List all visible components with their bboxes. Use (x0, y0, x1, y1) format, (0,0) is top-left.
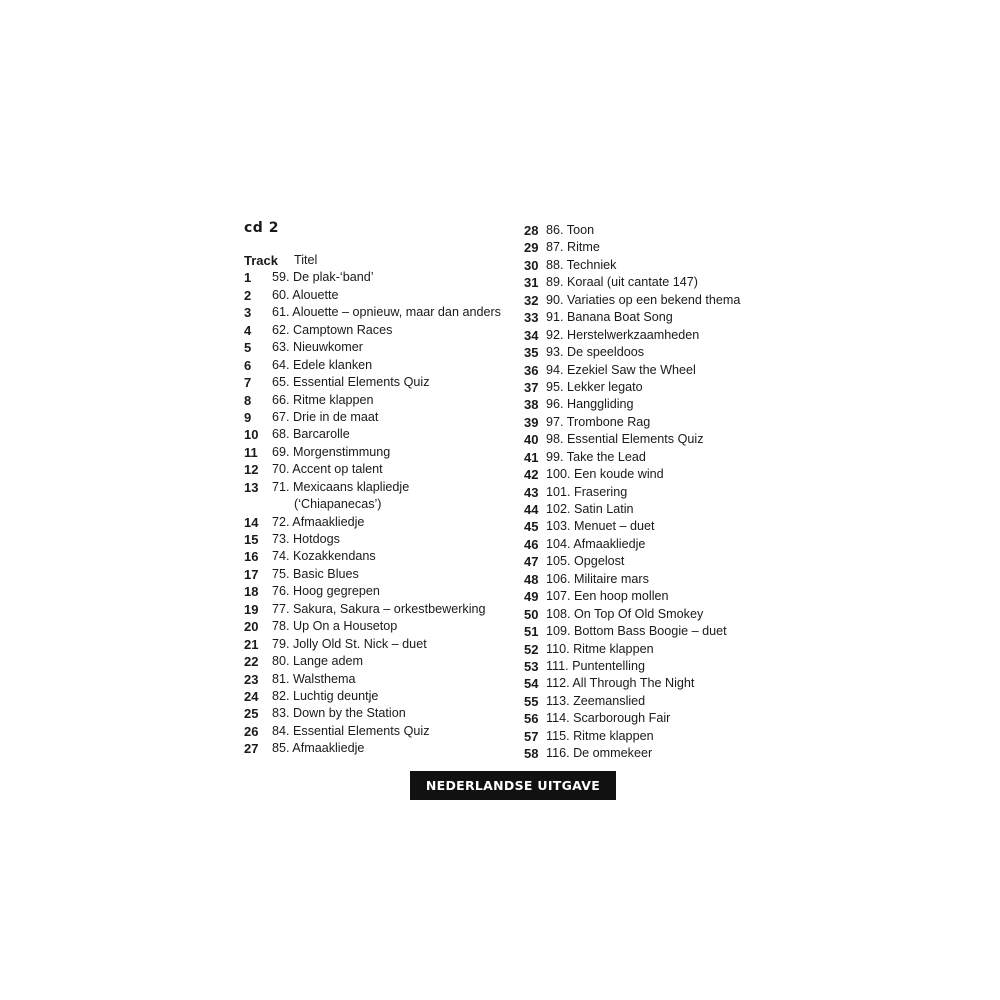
track-title: 72. Afmaakliedje (272, 514, 365, 529)
track-row (524, 606, 764, 623)
track-row (524, 658, 764, 675)
track-row (244, 461, 506, 478)
track-title: 114. Scarborough Fair (546, 711, 671, 726)
track-title: 108. On Top Of Old Smokey (546, 606, 704, 621)
track-row (244, 548, 506, 565)
track-title: 70. Accent op talent (272, 462, 383, 477)
track-row (524, 379, 764, 396)
track-row (524, 274, 764, 291)
track-number: 52 (524, 641, 539, 657)
track-row (244, 740, 506, 757)
track-row (524, 553, 764, 570)
track-title: 93. De speeldoos (546, 345, 645, 360)
track-number: 29 (524, 240, 539, 256)
track-row (244, 287, 506, 304)
edition-badge: NEDERLANDSE UITGAVE (410, 771, 616, 800)
track-number: 17 (244, 566, 259, 582)
track-row (524, 693, 764, 710)
track-number: 26 (244, 723, 259, 739)
track-row (244, 514, 506, 531)
track-title: 61. Alouette – opnieuw, maar dan anders (272, 305, 501, 320)
track-title: 89. Koraal (uit cantate 147) (546, 275, 698, 290)
track-number: 31 (524, 275, 539, 291)
track-number: 56 (524, 711, 539, 727)
track-list-header (244, 252, 506, 269)
track-row (524, 362, 764, 379)
track-number: 33 (524, 310, 539, 326)
track-number: 6 (244, 357, 252, 373)
track-row (244, 601, 506, 618)
track-row (524, 396, 764, 413)
track-row (524, 414, 764, 431)
track-title: 107. Een hoop mollen (546, 589, 669, 604)
track-number: 37 (524, 379, 539, 395)
track-row (524, 484, 764, 501)
track-title: 112. All Through The Night (546, 676, 695, 691)
track-number: 5 (244, 340, 252, 356)
track-row (244, 618, 506, 635)
track-title: 113. Zeemanslied (546, 693, 646, 708)
track-number: 36 (524, 362, 539, 378)
track-title: 85. Afmaakliedje (272, 741, 365, 756)
track-row (244, 479, 506, 514)
track-row (524, 327, 764, 344)
track-row (244, 444, 506, 461)
track-number: 40 (524, 432, 539, 448)
track-list-left (244, 252, 506, 758)
cd-label: cd 2 (244, 220, 279, 236)
track-number: 19 (244, 601, 259, 617)
track-title: 67. Drie in de maat (272, 409, 379, 424)
track-row (244, 583, 506, 600)
track-title: 106. Militaire mars (546, 571, 649, 586)
track-row (524, 588, 764, 605)
track-title: 68. Barcarolle (272, 427, 350, 442)
track-title: 73. Hotdogs (272, 532, 340, 547)
track-title: 109. Bottom Bass Boogie – duet (546, 624, 727, 639)
track-number: 32 (524, 292, 539, 308)
track-title: 84. Essential Elements Quiz (272, 723, 430, 738)
track-title: 95. Lekker legato (546, 379, 643, 394)
track-number: 1 (244, 270, 252, 286)
track-row (524, 431, 764, 448)
track-title: 71. Mexicaans klapliedje (272, 479, 410, 494)
track-title: 94. Ezekiel Saw the Wheel (546, 362, 696, 377)
track-title: 79. Jolly Old St. Nick – duet (272, 636, 427, 651)
track-row (524, 518, 764, 535)
track-row (524, 344, 764, 361)
track-row (244, 671, 506, 688)
track-title: 76. Hoog gegrepen (272, 584, 380, 599)
track-number: 57 (524, 728, 539, 744)
track-row (244, 653, 506, 670)
track-list-right (524, 222, 764, 763)
track-title: 65. Essential Elements Quiz (272, 375, 430, 390)
track-number: 21 (244, 636, 259, 652)
track-title: 81. Walsthema (272, 671, 356, 686)
track-number: 25 (244, 706, 259, 722)
track-title: 88. Techniek (546, 257, 617, 272)
track-row (524, 309, 764, 326)
track-row (244, 705, 506, 722)
track-number: 18 (244, 584, 259, 600)
track-row (524, 675, 764, 692)
track-title: 98. Essential Elements Quiz (546, 432, 704, 447)
track-number: 53 (524, 658, 539, 674)
track-row (524, 623, 764, 640)
track-title: 80. Lange adem (272, 654, 364, 669)
track-number: 20 (244, 619, 259, 635)
track-number: 58 (524, 746, 539, 762)
track-title-continuation: (‘Chiapanecas’) (294, 497, 382, 512)
track-number: 46 (524, 536, 539, 552)
track-row (524, 536, 764, 553)
track-row (244, 269, 506, 286)
track-number: 11 (244, 444, 258, 460)
track-row (244, 357, 506, 374)
track-number: 13 (244, 479, 259, 495)
track-number: 27 (244, 741, 259, 757)
track-title: 105. Opgelost (546, 554, 625, 569)
track-row (244, 322, 506, 339)
track-number: 50 (524, 606, 539, 622)
track-title: 86. Toon (546, 223, 595, 237)
track-number: 12 (244, 462, 259, 478)
track-number: 16 (244, 549, 259, 565)
track-number: 51 (524, 624, 539, 640)
track-row (524, 449, 764, 466)
track-row (524, 292, 764, 309)
track-title: 64. Edele klanken (272, 357, 373, 372)
track-row (524, 239, 764, 256)
track-number: 28 (524, 223, 539, 238)
track-row (244, 339, 506, 356)
track-row (244, 392, 506, 409)
track-number: 34 (524, 327, 539, 343)
track-title: 66. Ritme klappen (272, 392, 374, 407)
track-title: 97. Trombone Rag (546, 414, 651, 429)
track-title: 110. Ritme klappen (546, 641, 654, 656)
track-number: 48 (524, 571, 539, 587)
track-number: 23 (244, 671, 259, 687)
track-title: 74. Kozakkendans (272, 549, 376, 564)
track-title: 102. Satin Latin (546, 502, 634, 516)
track-title: 91. Banana Boat Song (546, 310, 673, 325)
track-row (524, 501, 764, 518)
track-row (244, 374, 506, 391)
track-row (524, 571, 764, 588)
track-title: 115. Ritme klappen (546, 728, 654, 743)
track-number: 54 (524, 676, 539, 692)
track-title: 77. Sakura, Sakura – orkestbewerking (272, 601, 486, 616)
track-title: 104. Afmaakliedje (546, 536, 646, 551)
track-row (244, 636, 506, 653)
track-row (244, 426, 506, 443)
track-title: 87. Ritme (546, 240, 600, 255)
track-number: 35 (524, 345, 539, 361)
track-title: 78. Up On a Housetop (272, 619, 398, 634)
track-number: 49 (524, 589, 539, 605)
track-number: 30 (524, 257, 539, 273)
track-number: 39 (524, 414, 539, 430)
track-title: 69. Morgenstimmung (272, 444, 391, 459)
track-title: 100. Een koude wind (546, 467, 664, 482)
track-title: 60. Alouette (272, 287, 339, 302)
track-number: 3 (244, 305, 252, 321)
track-row (524, 257, 764, 274)
track-title: 83. Down by the Station (272, 706, 406, 721)
track-title: 111. Puntentelling (546, 658, 645, 673)
track-column-header: Track (244, 253, 278, 268)
track-title: 75. Basic Blues (272, 566, 359, 581)
track-number: 43 (524, 484, 539, 500)
track-row (244, 304, 506, 321)
track-row (244, 723, 506, 740)
track-title: 82. Luchtig deuntje (272, 688, 379, 703)
track-number: 55 (524, 693, 539, 709)
track-title: 101. Frasering (546, 484, 628, 499)
track-row (524, 728, 764, 745)
track-title: 63. Nieuwkomer (272, 340, 363, 355)
track-number: 22 (244, 654, 259, 670)
track-number: 7 (244, 375, 252, 391)
track-number: 8 (244, 392, 252, 408)
track-row (524, 641, 764, 658)
track-number: 41 (524, 449, 539, 465)
track-number: 10 (244, 427, 259, 443)
track-title: 96. Hanggliding (546, 397, 634, 412)
track-number: 24 (244, 688, 259, 704)
track-title: 59. De plak-‘band’ (272, 270, 374, 285)
track-row (524, 710, 764, 727)
title-column-header: Titel (294, 253, 318, 267)
track-number: 47 (524, 554, 539, 570)
track-number: 45 (524, 519, 539, 535)
track-title: 90. Variaties op een bekend thema (546, 292, 741, 307)
track-title: 99. Take the Lead (546, 449, 646, 464)
track-number: 15 (244, 532, 259, 548)
track-number: 4 (244, 322, 252, 338)
track-number: 2 (244, 287, 252, 303)
track-number: 14 (244, 514, 259, 530)
track-title: 103. Menuet – duet (546, 519, 655, 534)
track-row (244, 531, 506, 548)
track-number: 38 (524, 397, 539, 413)
track-title: 116. De ommekeer (546, 746, 653, 761)
track-number: 42 (524, 467, 539, 483)
track-title: 62. Camptown Races (272, 322, 393, 337)
track-number: 44 (524, 502, 539, 517)
track-row (524, 222, 764, 239)
track-row (244, 409, 506, 426)
track-number: 9 (244, 409, 252, 425)
track-row (244, 688, 506, 705)
track-row (524, 466, 764, 483)
track-row (244, 566, 506, 583)
track-row (524, 745, 764, 762)
track-title: 92. Herstelwerkzaamheden (546, 327, 700, 342)
